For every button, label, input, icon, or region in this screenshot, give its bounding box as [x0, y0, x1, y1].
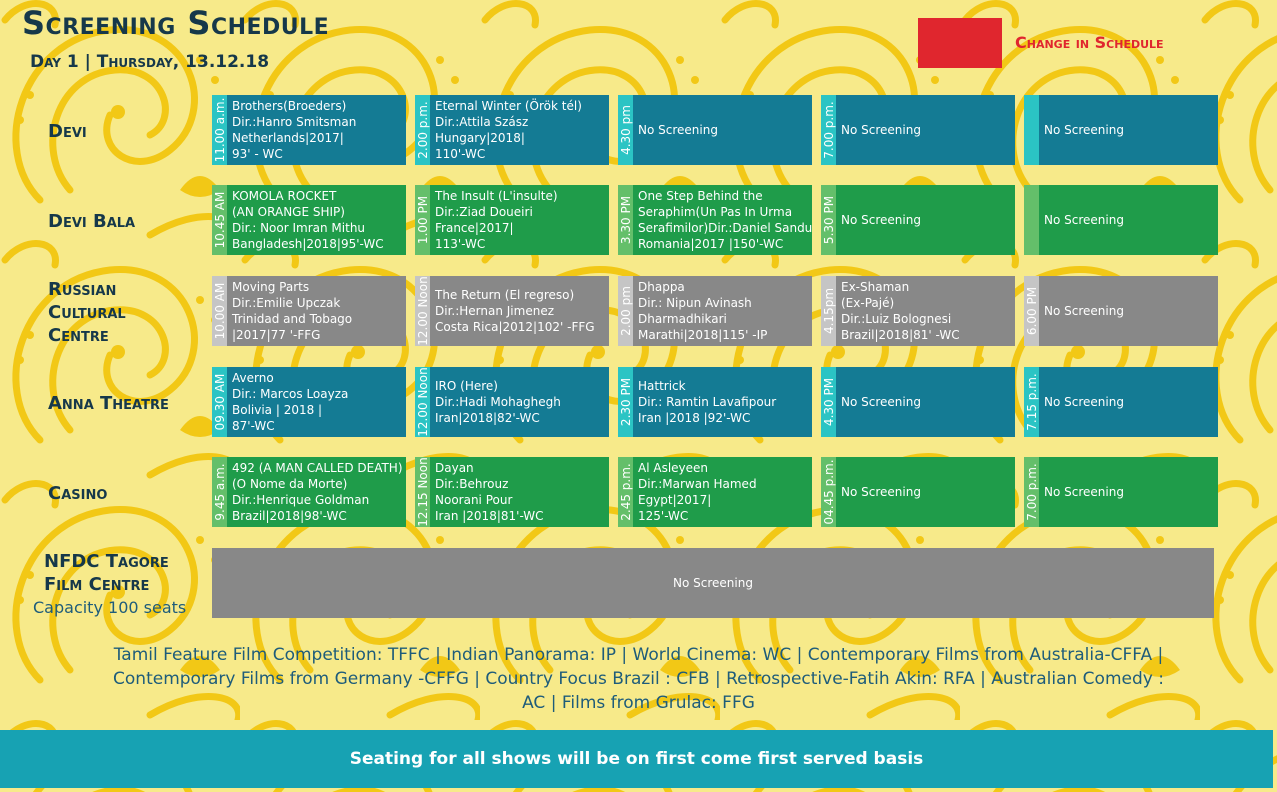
- slot-time: 9.45 a.m.: [212, 463, 227, 521]
- slot-time-strip: [415, 457, 430, 527]
- film-info-line: 93' - WC: [232, 147, 283, 161]
- film-info-line: No Screening: [1044, 213, 1124, 227]
- venue-name-line: Cultural: [48, 301, 126, 323]
- film-info: [1039, 276, 1218, 346]
- screening-slot: [415, 276, 609, 346]
- screening-slot: [821, 367, 1015, 437]
- screening-slot: [1024, 276, 1218, 346]
- film-info: [836, 185, 1015, 255]
- film-info: [836, 95, 1015, 165]
- slot-time-strip: [415, 95, 430, 165]
- screening-slot: [821, 95, 1015, 165]
- slot-time-strip: [212, 185, 227, 255]
- film-info: [1039, 457, 1218, 527]
- film-info: [633, 276, 812, 346]
- film-info-line: Iran |2018|81'-WC: [435, 509, 544, 523]
- venue-capacity: Capacity 100 seats: [33, 597, 187, 617]
- film-info: [633, 367, 812, 437]
- film-info: [836, 367, 1015, 437]
- film-info: [1039, 185, 1218, 255]
- slot-time: 2.00 p.m.: [415, 101, 430, 159]
- slot-time-strip: [1024, 457, 1039, 527]
- screening-slot: [415, 457, 609, 527]
- slot-time-strip: [212, 95, 227, 165]
- slot-time: 10.45 AM: [212, 191, 227, 249]
- film-info-line: Brothers(Broeders): [232, 99, 347, 113]
- film-info-line: Averno: [232, 371, 274, 385]
- film-info: [430, 185, 609, 255]
- film-info: [430, 457, 609, 527]
- venue-name-line: Devi Bala: [48, 210, 136, 232]
- film-info-line: Egypt|2017|: [638, 493, 712, 507]
- film-info-line: Dir.: Marcos Loayza: [232, 387, 349, 401]
- film-info-line: Dir.:Henrique Goldman: [232, 493, 370, 507]
- screening-slot: [212, 457, 406, 527]
- film-info-line: No Screening: [841, 395, 921, 409]
- screening-slot: [618, 457, 812, 527]
- film-info-line: Noorani Pour: [435, 493, 513, 507]
- film-info-line: Hattrick: [638, 379, 686, 393]
- slot-time-strip: [821, 367, 836, 437]
- slot-time-strip: [415, 276, 430, 346]
- film-info: [1039, 367, 1218, 437]
- slot-time: 12.00 Noon: [415, 276, 430, 346]
- venue-label-devi-bala: [0, 185, 208, 257]
- film-info-line: 113'-WC: [435, 237, 486, 251]
- film-info-line: Dir.:Marwan Hamed: [638, 477, 757, 491]
- slot-time: 4.15pm: [821, 287, 836, 335]
- film-info-line: Bolivia | 2018 |: [232, 403, 323, 417]
- screening-slot: [618, 276, 812, 346]
- film-info: [227, 95, 406, 165]
- venue-name-line: Centre: [48, 324, 109, 346]
- slot-time: 7.00 p.m.: [821, 101, 836, 159]
- film-info-line: Dir.:Ziad Doueiri: [435, 205, 533, 219]
- slot-time-strip: [618, 185, 633, 255]
- film-info-line: Dir.: Ramtin Lavafipour: [638, 395, 777, 409]
- slot-time: 7.00 p.m.: [1024, 463, 1039, 521]
- slot-time-strip: [821, 276, 836, 346]
- slot-time: 04.45 p.m.: [821, 459, 836, 525]
- film-info-line: Dir.: Noor Imran Mithu: [232, 221, 366, 235]
- screening-slot: [821, 276, 1015, 346]
- screening-slot: [1024, 95, 1218, 165]
- slot-time: 4.30 pm: [618, 105, 633, 155]
- screening-slot: [415, 95, 609, 165]
- slot-time: 11.00 a.m.: [212, 97, 227, 163]
- film-info-line: Brazil|2018|98'-WC: [232, 509, 347, 523]
- film-info-line: No Screening: [1044, 304, 1124, 318]
- screening-slot: [212, 276, 406, 346]
- slot-time-strip: [1024, 276, 1039, 346]
- film-info: [633, 457, 812, 527]
- slot-time-strip: [618, 276, 633, 346]
- venue-name-line: Film Centre: [44, 573, 150, 595]
- slot-time-strip: [821, 185, 836, 255]
- film-info-line: Ex-Shaman: [841, 280, 910, 294]
- film-info-line: Costa Rica|2012|102' -FFG: [435, 320, 595, 334]
- venue-label-devi: [0, 95, 208, 167]
- film-info-line: No Screening: [841, 485, 921, 499]
- film-info-line: IRO (Here): [435, 379, 498, 393]
- slot-time-strip: [618, 457, 633, 527]
- slot-time-strip: [1024, 367, 1039, 437]
- film-info-line: 110'-WC: [435, 147, 486, 161]
- venue-name-line: Casino: [48, 482, 108, 504]
- film-info-line: Dir.:Hanro Smitsman: [232, 115, 357, 129]
- film-info-line: Iran |2018 |92'-WC: [638, 411, 751, 425]
- slot-time: 2.00 pm: [618, 286, 633, 336]
- venue-name-line: Russian: [48, 278, 117, 300]
- venue-label-anna-theatre: [0, 367, 208, 439]
- film-info: [430, 276, 609, 346]
- slot-time-strip: [212, 367, 227, 437]
- film-info: [227, 276, 406, 346]
- film-info-line: No Screening: [1044, 123, 1124, 137]
- film-info-line: 492 (A MAN CALLED DEATH): [232, 461, 403, 475]
- film-info-line: Iran|2018|82'-WC: [435, 411, 540, 425]
- slot-time: 2.45 p.m.: [618, 463, 633, 521]
- screening-slot: [415, 367, 609, 437]
- film-info-line: Romania|2017 |150'-WC: [638, 237, 784, 251]
- slot-time: 3.30 PM: [618, 195, 633, 245]
- abbreviation-legend: Tamil Feature Film Competition: TFFC | Indian Panorama: IP | World Cinema: WC | Contemporary Films from Australia-CFFA | Contemporary Films from Germany -CFFG | Country Focus Brazil : CFB | Retrospective-Fatih Akin: RFA | Australian Comedy : AC | Films from Grulac: FFG: [113, 645, 1164, 713]
- venue-label-casino: [0, 457, 208, 529]
- seating-footer-banner: Seating for all shows will be on first come first served basis: [0, 730, 1273, 788]
- film-info-line: Moving Parts: [232, 280, 310, 294]
- film-info-line: Dir.:Luiz Bolognesi: [841, 312, 952, 326]
- slot-time: 09.30 AM: [212, 373, 227, 431]
- film-info-line: Dhappa: [638, 280, 685, 294]
- venue-label-russian-cultural-centre: [0, 276, 208, 348]
- film-info-line: The Return (El regreso): [435, 288, 575, 302]
- film-info-line: (Ex-Pajé): [841, 296, 895, 310]
- slot-time: 7.15 p.m.: [1024, 373, 1039, 431]
- screening-slot: [212, 185, 406, 255]
- film-info: [836, 457, 1015, 527]
- slot-time: 5.30 PM: [821, 195, 836, 245]
- film-info-line: Dir.: Nipun Avinash: [638, 296, 752, 310]
- film-info-line: Brazil|2018|81' -WC: [841, 328, 960, 342]
- slot-time-strip: [1024, 185, 1039, 255]
- film-info-line: No Screening: [1044, 485, 1124, 499]
- film-info: [1039, 95, 1218, 165]
- film-info-line: Seraphim(Un Pas In Urma: [638, 205, 793, 219]
- venue-name-line: Devi: [48, 120, 87, 142]
- film-info-line: The Insult (L'insulte): [435, 189, 558, 203]
- film-info-line: 87'-WC: [232, 419, 275, 433]
- film-info: [227, 457, 406, 527]
- screening-slot: [212, 367, 406, 437]
- film-info-line: Bangladesh|2018|95'-WC: [232, 237, 384, 251]
- film-info-line: (AN ORANGE SHIP): [232, 205, 345, 219]
- film-info-line: Netherlands|2017|: [232, 131, 344, 145]
- slot-time: 10.00 AM: [212, 282, 227, 340]
- film-info-line: |2017|77 '-FFG: [232, 328, 321, 342]
- screening-slot: [618, 367, 812, 437]
- screening-slot: [821, 185, 1015, 255]
- slot-time-strip: [618, 367, 633, 437]
- screening-slot: [618, 185, 812, 255]
- slot-time-strip: [415, 185, 430, 255]
- film-info: [227, 367, 406, 437]
- film-info-line: 125'-WC: [638, 509, 689, 523]
- screening-slot: [212, 95, 406, 165]
- film-info: [430, 95, 609, 165]
- film-info-line: Dir.:Hadi Mohaghegh: [435, 395, 561, 409]
- slot-time: 12.15 Noon: [415, 457, 430, 527]
- film-info-line: No Screening: [1044, 395, 1124, 409]
- film-info-line: No Screening: [841, 123, 921, 137]
- film-info-line: Al Asleyeen: [638, 461, 709, 475]
- film-info-line: KOMOLA ROCKET: [232, 189, 337, 203]
- screening-slot: [1024, 367, 1218, 437]
- film-info-line: Hungary|2018|: [435, 131, 525, 145]
- film-info-line: Dir.:Behrouz: [435, 477, 509, 491]
- slot-time-strip: [415, 367, 430, 437]
- film-info-line: (O Nome da Morte): [232, 477, 348, 491]
- slot-time: 6.00 PM: [1024, 286, 1039, 336]
- schedule-change-legend-swatch: [918, 18, 1002, 68]
- slot-time-strip: [1024, 95, 1039, 165]
- venue-name-line: Anna Theatre: [48, 392, 169, 414]
- venue-name-line: NFDC Tagore: [44, 550, 169, 572]
- slot-time-strip: [212, 276, 227, 346]
- film-info: [633, 185, 812, 255]
- film-info: [633, 95, 812, 165]
- film-info-line: Serafimilor)Dir.:Daniel Sandu: [638, 221, 812, 235]
- film-info-line: No Screening: [841, 213, 921, 227]
- film-info-line: Dir.:Attila Szász: [435, 115, 529, 129]
- film-info-line: Dayan: [435, 461, 474, 475]
- film-info-line: Marathi|2018|115' -IP: [638, 328, 768, 342]
- venue-label-nfdc: [0, 548, 208, 620]
- film-info-line: Dir.:Emilie Upczak: [232, 296, 341, 310]
- nfdc-no-screening-cell: No Screening: [212, 548, 1214, 618]
- film-info: [430, 367, 609, 437]
- film-info-line: Dir.:Hernan Jimenez: [435, 304, 555, 318]
- slot-time-strip: [212, 457, 227, 527]
- slot-time: 12.00 Noon: [415, 367, 430, 437]
- film-info-line: One Step Behind the: [638, 189, 763, 203]
- slot-time: 2.30 PM: [618, 377, 633, 427]
- page-subtitle-date: Day 1 | Thursday, 13.12.18: [30, 52, 270, 72]
- film-info-line: Trinidad and Tobago: [232, 312, 353, 326]
- slot-time-strip: [821, 95, 836, 165]
- film-info-line: Dharmadhikari: [638, 312, 727, 326]
- screening-slot: [821, 457, 1015, 527]
- slot-time-strip: [618, 95, 633, 165]
- slot-time: 4.30 PM: [821, 377, 836, 427]
- film-info: [227, 185, 406, 255]
- screening-slot: [415, 185, 609, 255]
- film-info-line: Eternal Winter (Örök tél): [435, 99, 582, 113]
- film-info: [836, 276, 1015, 346]
- film-info-line: France|2017|: [435, 221, 514, 235]
- slot-time: 1.00 PM: [415, 195, 430, 245]
- slot-time-strip: [821, 457, 836, 527]
- schedule-change-legend-label: Change in Schedule: [1015, 33, 1164, 52]
- film-info-line: No Screening: [638, 123, 718, 137]
- page-title: Screening Schedule: [22, 4, 330, 42]
- screening-slot: [1024, 185, 1218, 255]
- screening-slot: [1024, 457, 1218, 527]
- screening-slot: [618, 95, 812, 165]
